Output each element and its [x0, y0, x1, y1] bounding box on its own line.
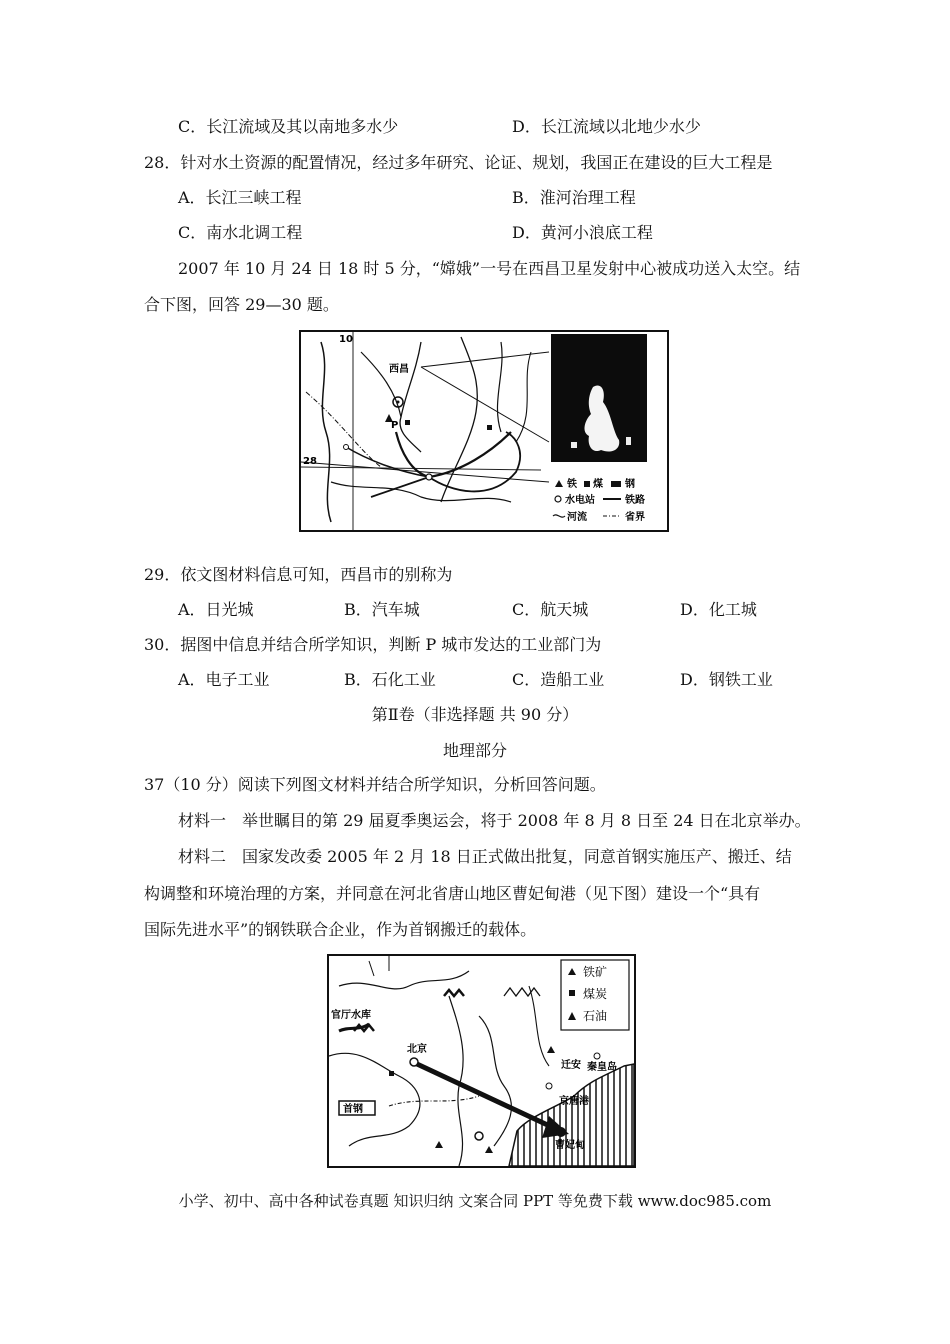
legend-coal-label: 煤炭 [583, 987, 608, 1001]
label-guanting-reservoir: 官厅水库 [331, 1010, 371, 1021]
q27-option-d: D．长江流域以北地少水少 [512, 117, 701, 136]
intro-line-1: 2007 年 10 月 24 日 18 时 5 分，“嫦娥”一号在西昌卫星发射中心被成功送入太空。结 [178, 259, 801, 278]
intro-line-2: 合下图，回答 29—30 题。 [144, 295, 339, 314]
q30-option-d: D．钢铁工业 [680, 670, 773, 689]
q28-option-a: A．长江三峡工程 [178, 188, 302, 207]
map1-label-p: P [391, 420, 399, 431]
legend-river: 河流 [567, 512, 587, 523]
legend-steel: 钢 [625, 479, 635, 490]
q29-stem: 29．依文图材料信息可知，西昌市的别称为 [144, 565, 453, 584]
q28-stem: 28．针对水土资源的配置情况，经过多年研究、论证、规划，我国正在建设的巨大工程是 [144, 153, 773, 172]
q37-material-2-line-1: 材料二 国家发改委 2005 年 2 月 18 日正式做出批复，同意首钢实施压产、搬迁、结 [178, 847, 792, 866]
map1-latitude-label: 28 [303, 456, 317, 467]
q28-option-c: C．南水北调工程 [178, 223, 303, 242]
map1-label-xichang: 西昌 [389, 364, 409, 375]
xichang-map [299, 330, 669, 532]
caofeidian-map [327, 954, 636, 1168]
q37-material-1: 材料一 举世瞩目的第 29 届夏季奥运会，将于 2008 年 8 月 8 日至 24 日在北京举办。 [178, 811, 811, 830]
legend-border: 省界 [625, 512, 645, 523]
label-qianan: 迁安 [561, 1060, 581, 1071]
q37-material-2-line-2: 构调整和环境治理的方案，并同意在河北省唐山地区曹妃甸港（见下图）建设一个“具有 [144, 884, 761, 903]
label-beijing: 北京 [407, 1044, 427, 1055]
label-shougang: 首钢 [343, 1104, 363, 1115]
legend-oil: 石油 [583, 1009, 608, 1023]
section-subtitle: 地理部分 [442, 741, 507, 760]
legend-coal: 煤 [593, 479, 603, 490]
legend-railway: 铁路 [625, 495, 645, 506]
legend-iron: 铁 [567, 479, 577, 490]
label-caofeidian: 曹妃甸 [555, 1140, 585, 1151]
q29-option-d: D．化工城 [680, 600, 757, 619]
legend-iron-ore: 铁矿 [583, 965, 608, 979]
label-qinhuangdao: 秦皇岛 [587, 1062, 617, 1073]
page-footer: 小学、初中、高中各种试卷真题 知识归纳 文案合同 PPT 等免费下载 www.doc985.com [178, 1192, 772, 1210]
q30-option-a: A．电子工业 [178, 670, 270, 689]
q30-option-c: C．造船工业 [512, 670, 605, 689]
q29-option-c: C．航天城 [512, 600, 589, 619]
q28-option-d: D．黄河小浪底工程 [512, 223, 653, 242]
q30-stem: 30．据图中信息并结合所学知识，判断 P 城市发达的工业部门为 [144, 635, 602, 654]
map1-longitude-label: 10 [339, 334, 353, 345]
q29-option-a: A．日光城 [178, 600, 254, 619]
legend-hydro: 水电站 [565, 495, 595, 506]
q28-option-b: B．淮河治理工程 [512, 188, 636, 207]
q37-stem: 37（10 分）阅读下列图文材料并结合所学知识，分析回答问题。 [144, 775, 606, 794]
section-title: 第Ⅱ卷（非选择题 共 90 分） [371, 705, 579, 724]
label-jingtang-port: 京唐港 [559, 1096, 589, 1107]
q29-option-b: B．汽车城 [344, 600, 420, 619]
q27-option-c: C．长江流域及其以南地多水少 [178, 117, 399, 136]
q30-option-b: B．石化工业 [344, 670, 436, 689]
q37-material-2-line-3: 国际先进水平”的钢铁联合企业，作为首钢搬迁的载体。 [144, 920, 537, 939]
